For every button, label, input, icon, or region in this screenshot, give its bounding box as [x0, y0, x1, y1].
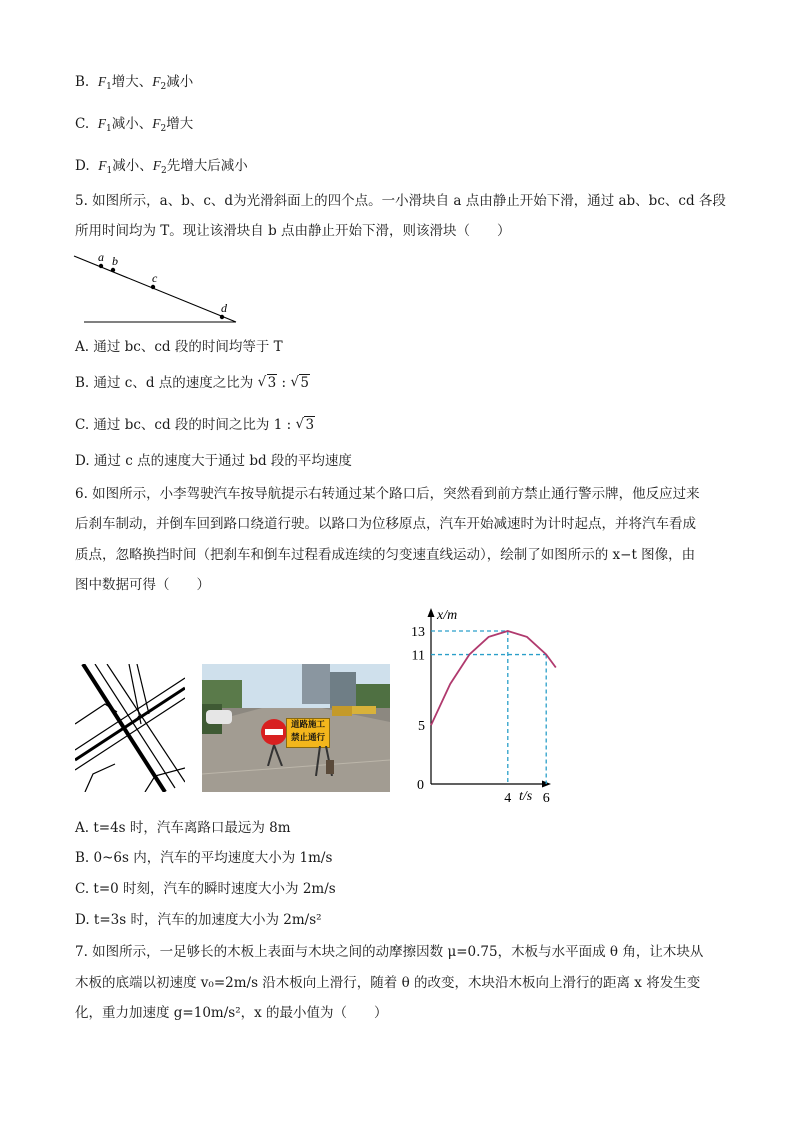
intersection-map	[75, 664, 185, 792]
q6-option-b: B. 0~6s 内，汽车的平均速度大小为 1m/s	[75, 850, 333, 866]
q6-stem-line3: 质点，忽略换挡时间（把刹车和倒车过程看成连续的匀变速直线运动），绘制了如图所示的 x−t 图像，由	[75, 547, 696, 563]
origin-label: 0	[417, 778, 424, 793]
road-closed-photo	[202, 664, 390, 792]
point-b	[111, 268, 115, 272]
warning-sign	[286, 718, 330, 748]
q5-stem-line1: 5. 如图所示，a、b、c、d为光滑斜面上的四个点。一小滑块自 a 点由静止开始下滑，通过 ab、bc、cd 各段	[75, 193, 726, 209]
q5-stem-line2: 所用时间均为 T。现让该滑块自 b 点由静止开始下滑，则该滑块（ ）	[75, 223, 511, 239]
q5-option-a: A. 通过 bc、cd 段的时间均等于 T	[75, 339, 283, 355]
q7-stem-line3: 化，重力加速度 g=10m/s²，x 的最小值为（ ）	[75, 1005, 388, 1021]
xt-curve	[431, 631, 556, 725]
q4-option-d: D. $F_1$减小、$F_2$先增大后减小	[75, 158, 248, 176]
x-tick-6: 6	[542, 791, 550, 804]
x-tick-4: 4	[504, 791, 512, 804]
y-tick-5: 5	[418, 719, 425, 735]
incline-surface	[74, 256, 236, 322]
q6-stem-line2: 后刹车制动，并倒车回到路口绕道行驶。以路口为位移原点，汽车开始减速时为计时起点，并将汽车看成	[75, 516, 696, 532]
point-a	[99, 264, 103, 268]
y-tick-11: 11	[411, 648, 425, 664]
y-tick-13: 13	[411, 625, 425, 640]
sign-text-line2: 禁止通行	[290, 733, 325, 743]
point-d	[220, 315, 224, 319]
q6-stem-line4: 图中数据可得（ ）	[75, 577, 210, 593]
q5-option-d: D. 通过 c 点的速度大于通过 bd 段的平均速度	[75, 453, 352, 469]
label-d: d	[221, 301, 227, 315]
q5-option-b: B. 通过 c、d 点的速度之比为 √ 3 : √ 5	[75, 373, 310, 393]
q6-option-a: A. t=4s 时，汽车离路口最远为 8m	[75, 820, 291, 836]
incline-figure	[70, 248, 250, 330]
q4-option-c: C. $F_1$减小、$F_2$增大	[75, 116, 194, 134]
label-b: b	[112, 254, 118, 268]
q4-option-b: B. $F_1$增大、$F_2$减小	[75, 74, 194, 92]
q5-option-c: C. 通过 bc、cd 段的时间之比为 1 : √ 3	[75, 415, 315, 435]
point-c	[151, 285, 155, 289]
y-axis-arrow	[428, 608, 435, 617]
q6-stem-line1: 6. 如图所示，小李驾驶汽车按导航提示右转通过某个路口后，突然看到前方禁止通行警示牌，他反应过来	[75, 486, 700, 502]
sign-text-line1: 道路施工	[290, 720, 325, 730]
label-c: c	[152, 271, 158, 285]
q7-stem-line2: 木板的底端以初速度 v₀=2m/s 沿木板向上滑行，随着 θ 的改变，木块沿木板向上滑行的距离 x 将发生变	[75, 975, 701, 991]
q6-option-d: D. t=3s 时，汽车的加速度大小为 2m/s²	[75, 912, 322, 928]
x-axis-label: t/s	[519, 789, 533, 804]
label-a: a	[98, 250, 104, 264]
y-axis-label: x/m	[437, 608, 458, 623]
q6-option-c: C. t=0 时刻，汽车的瞬时速度大小为 2m/s	[75, 881, 336, 897]
xt-chart	[405, 604, 565, 804]
q7-stem-line1: 7. 如图所示，一足够长的木板上表面与木块之间的动摩擦因数 μ=0.75，木板与水平面成 θ 角，让木块从	[75, 944, 704, 960]
